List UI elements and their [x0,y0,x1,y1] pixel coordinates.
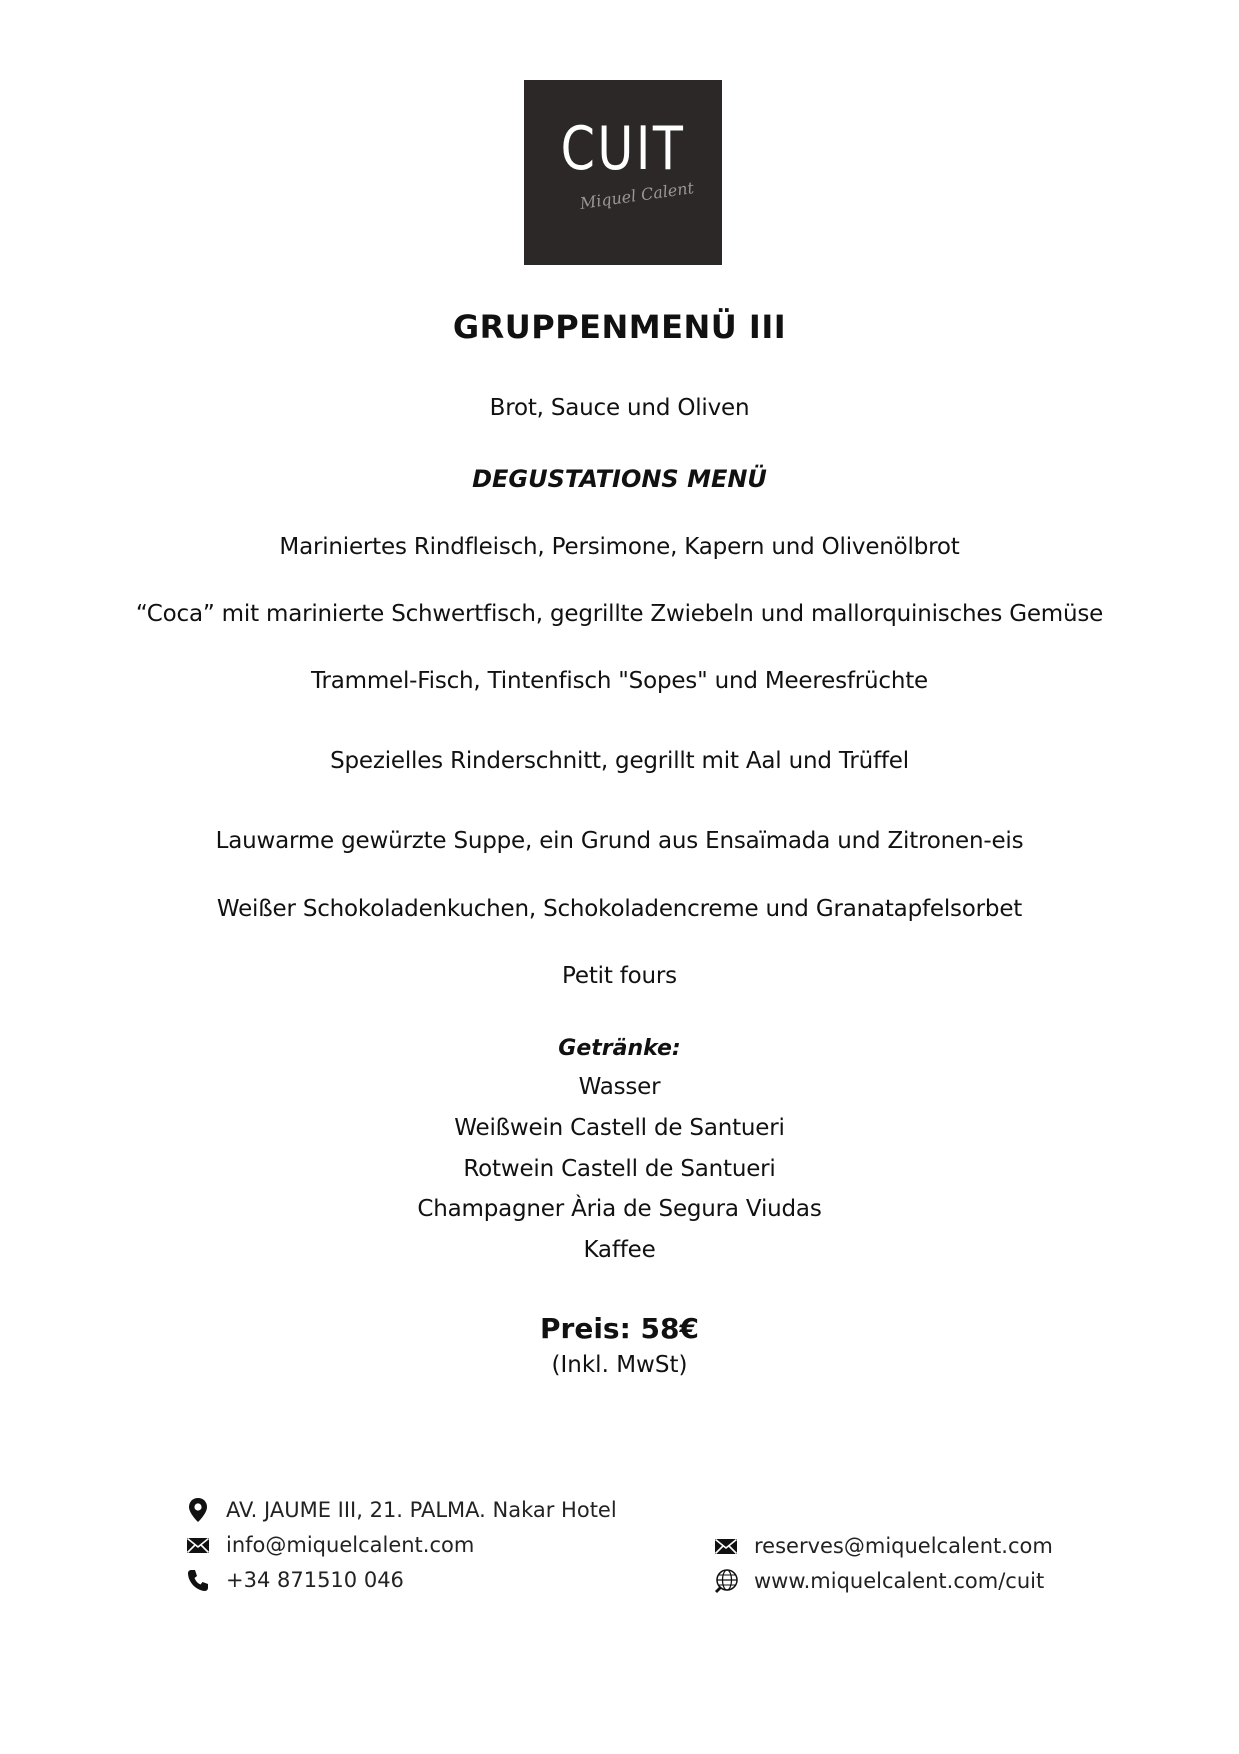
envelope-icon [712,1532,740,1560]
footer-email-reserves[interactable] [712,1531,1053,1561]
starter-line: Brot, Sauce und Oliven [489,395,750,421]
price-note: (Inkl. MwSt) [551,1352,688,1378]
envelope-icon [184,1531,212,1559]
menu-title: GRUPPENMENÜ III [452,308,787,346]
website-text[interactable]: www.miquelcalent.com/cuit [754,1569,1045,1593]
phone-icon [184,1566,212,1594]
logo-wordmark: CUIT [560,114,686,184]
course-item: Spezielles Rinderschnitt, gegrillt mit Aal und Trüffel [330,748,909,774]
footer-email-info[interactable] [184,1530,474,1560]
globe-icon [712,1567,740,1595]
drink-item: Wasser [578,1074,661,1100]
footer-website[interactable] [712,1566,1044,1596]
cuit-logo [524,80,722,265]
location-pin-icon [184,1496,212,1524]
course-item: Mariniertes Rindfleisch, Persimone, Kapern und Olivenölbrot [279,534,960,560]
drink-item: Champagner Ària de Segura Viudas [417,1196,822,1222]
course-item: Weißer Schokoladenkuchen, Schokoladencreme und Granatapfelsorbet [216,896,1023,922]
course-item: “Coca” mit marinierte Schwertfisch, gegrillte Zwiebeln und mallorquinisches Gemüse [135,601,1104,627]
drink-item: Kaffee [583,1237,656,1263]
section-heading: DEGUSTATIONS MENÜ [472,465,767,493]
phone-text[interactable]: +34 871510 046 [226,1568,404,1592]
drinks-heading: Getränke: [558,1036,681,1061]
course-item: Trammel-Fisch, Tintenfisch "Sopes" und Meeresfrüchte [311,668,928,694]
email-info-text[interactable]: info@miquelcalent.com [226,1533,475,1557]
price: Preis: 58€ [540,1312,699,1345]
course-item: Petit fours [562,963,677,989]
drink-item: Weißwein Castell de Santueri [454,1115,785,1141]
logo-signature: Miquel Calent [578,178,696,213]
drink-item: Rotwein Castell de Santueri [463,1156,776,1182]
email-reserves-text[interactable]: reserves@miquelcalent.com [754,1534,1053,1558]
footer-address [184,1495,617,1525]
course-item: Lauwarme gewürzte Suppe, ein Grund aus Ensaïmada und Zitronen-eis [215,828,1024,854]
address-text: AV. JAUME III, 21. PALMA. Nakar Hotel [226,1498,617,1522]
footer-phone[interactable] [184,1565,404,1595]
